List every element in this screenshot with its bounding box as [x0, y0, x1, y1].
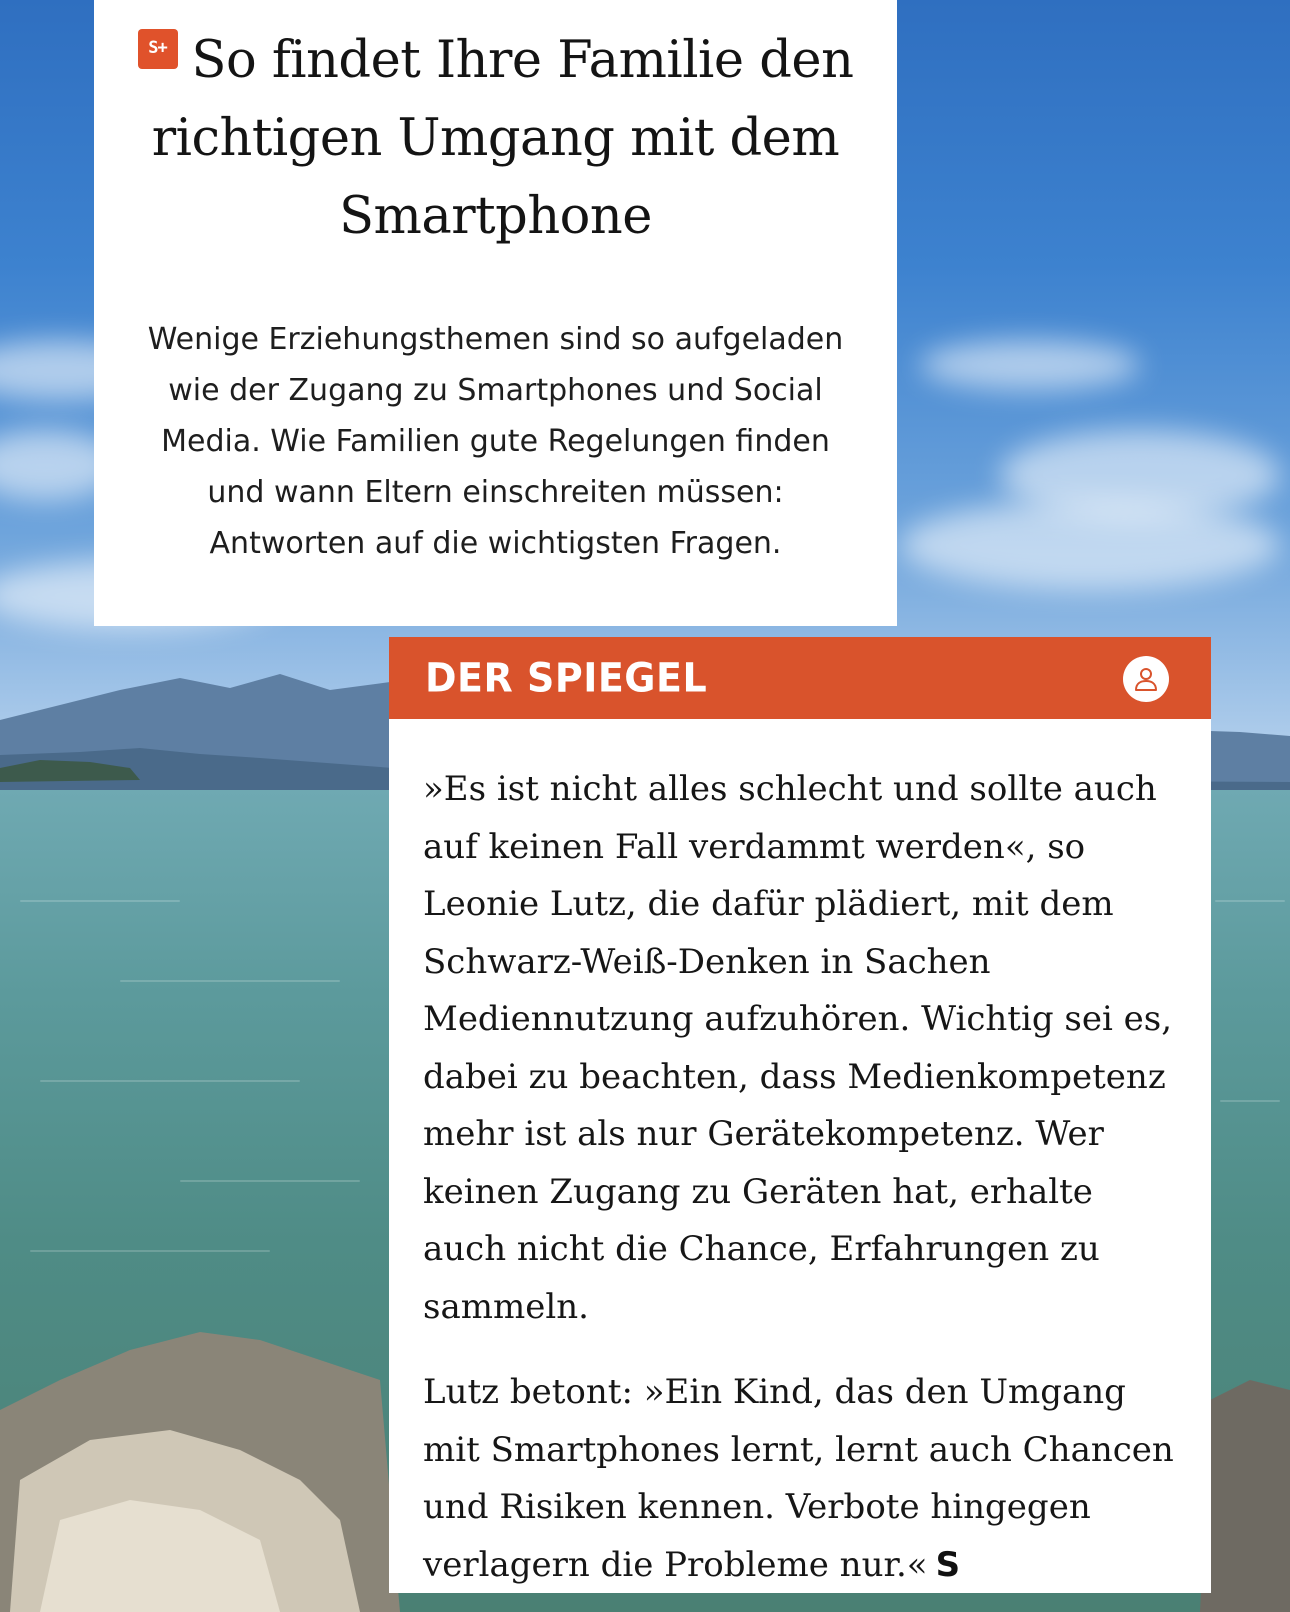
spiegel-logo[interactable]: DER SPIEGEL [425, 654, 708, 702]
body-paragraph: »Es ist nicht alles schlecht und sollte auch auf keinen Fall verdammt werden«, so Leonie Lutz, die dafür plädiert, mit dem Schwarz-Weiß-Denken in Sachen Mediennutzung aufzuhören. Wichtig sei es, dabei zu beachten, dass Medienkompetenz mehr ist als nur Gerätekompetenz. Wer keinen Zugang zu Geräten hat, erhalte auch nicht die Chance, Erfahrungen zu sammeln. [423, 769, 1173, 1327]
spiegel-header-bar [389, 637, 1211, 719]
spiegel-plus-badge [138, 29, 178, 69]
ripple [40, 1080, 300, 1082]
user-icon [1134, 666, 1158, 692]
ripple [120, 980, 340, 982]
ripple [1220, 1100, 1280, 1102]
headline-text: So findet Ihre Familie den richtigen Umgang mit dem Smartphone [151, 31, 854, 246]
ripple [30, 1250, 270, 1252]
body-paragraph-text: Lutz betont: »Ein Kind, das den Umgang mit Smartphones lernt, lernt auch Chancen und Risiken kennen. Verbote hingegen verlagern die Probleme nur.« [423, 1372, 1174, 1585]
teaser-text: Wenige Erziehungsthemen sind so aufgeladen wie der Zugang zu Smartphones und Social Media. Wie Familien gute Regelungen finden und wann Eltern einschreiten müssen: Antworten auf die wichtigsten Fragen. [147, 322, 844, 561]
article-end-mark: S [935, 1544, 961, 1585]
spiegel-plus-label: S+ [148, 38, 167, 58]
account-button[interactable] [1123, 656, 1169, 702]
article-body-card [389, 719, 1211, 1593]
cloud [920, 340, 1140, 390]
ripple [20, 900, 180, 902]
ripple [180, 1180, 360, 1182]
headline[interactable] [134, 22, 857, 256]
cloud [900, 500, 1280, 590]
article-header-card [94, 0, 897, 626]
body-paragraph [423, 1364, 1181, 1594]
ripple [1215, 900, 1285, 902]
